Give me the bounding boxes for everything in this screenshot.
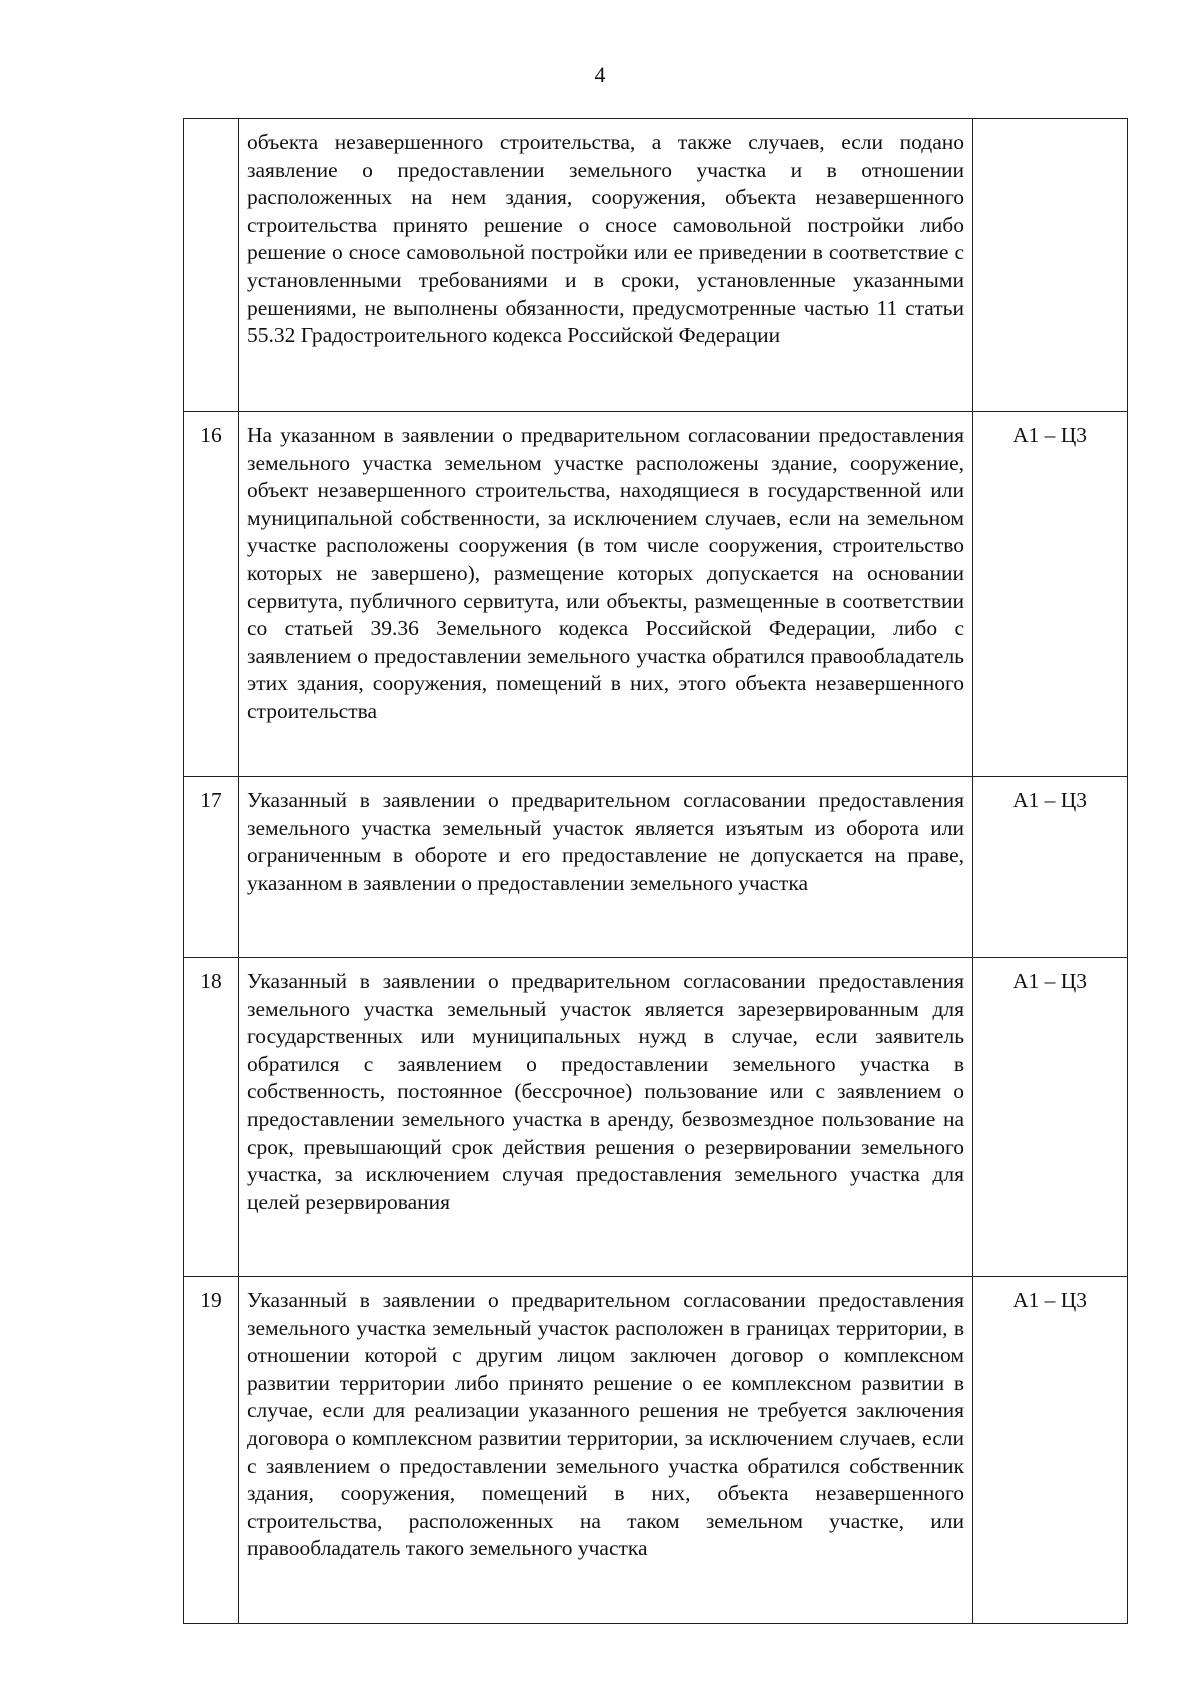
row-code: А1 – Ц3 <box>973 777 1128 958</box>
row-code: А1 – Ц3 <box>973 1277 1128 1624</box>
page-number: 4 <box>594 62 606 87</box>
table-row <box>184 1277 1128 1624</box>
row-text: объекта незавершенного строительства, а также случаев, если подано заявление о предоставлении земельного участка и в отношении расположенных на нем здания, сооружения, объекта незавершенного строительства принято решение о сносе самовольной постройки либо решение о сносе самовольной постройки или ее приведении в соответствие с установленными требованиями и в сроки, установленные указанными решениями, не выполнены обязанности, предусмотренные частью 11 статьи 55.32 Градостроительного кодекса Российской Федерации <box>239 119 973 412</box>
row-text: На указанном в заявлении о предварительном согласовании предоставления земельного участка земельном участке расположены здание, сооружение, объект незавершенного строительства, находящиеся в государственной или муниципальной собственности, за исключением случаев, если на земельном участке расположены сооружения (в том числе сооружения, строительство которых не завершено), размещение которых допускается на основании сервитута, публичного сервитута, или объекты, размещенные в соответствии со статьей 39.36 Земельного кодекса Российской Федерации, либо с заявлением о предоставлении земельного участка обратился правообладатель этих здания, сооружения, помещений в них, этого объекта незавершенного строительства <box>239 412 973 777</box>
row-code: А1 – Ц3 <box>973 958 1128 1277</box>
table-row <box>184 412 1128 777</box>
table-row <box>184 958 1128 1277</box>
row-text: Указанный в заявлении о предварительном согласовании предоставления земельного участка земельный участок является зарезервированным для государственных или муниципальных нужд в случае, если заявитель обратился с заявлением о предоставлении земельного участка в собственность, постоянное (бессрочное) пользование или с заявлением о предоставлении земельного участка в аренду, безвозмездное пользование на срок, превышающий срок действия решения о резервировании земельного участка, за исключением случая предоставления земельного участка для целей резервирования <box>239 958 973 1277</box>
row-code <box>973 119 1128 412</box>
row-text: Указанный в заявлении о предварительном согласовании предоставления земельного участка земельный участок расположен в границах территории, в отношении которой с другим лицом заключен договор о комплексном развитии территории либо принято решение о ее комплексном развитии в случае, если для реализации указанного решения не требуется заключения договора о комплексном развитии территории, за исключением случаев, если с заявлением о предоставлении земельного участка обратился собственник здания, сооружения, помещений в них, объекта незавершенного строительства, расположенных на таком земельном участке, или правообладатель такого земельного участка <box>239 1277 973 1624</box>
row-number: 18 <box>184 958 239 1277</box>
table-row <box>184 119 1128 412</box>
row-number: 17 <box>184 777 239 958</box>
row-number <box>184 119 239 412</box>
grounds-table <box>183 118 1128 1624</box>
row-text: Указанный в заявлении о предварительном согласовании предоставления земельного участка земельный участок является изъятым из оборота или ограниченным в обороте и его предоставление не допускается на праве, указанном в заявлении о предоставлении земельного участка <box>239 777 973 958</box>
row-number: 16 <box>184 412 239 777</box>
row-number: 19 <box>184 1277 239 1624</box>
row-code: А1 – Ц3 <box>973 412 1128 777</box>
table-row <box>184 777 1128 958</box>
